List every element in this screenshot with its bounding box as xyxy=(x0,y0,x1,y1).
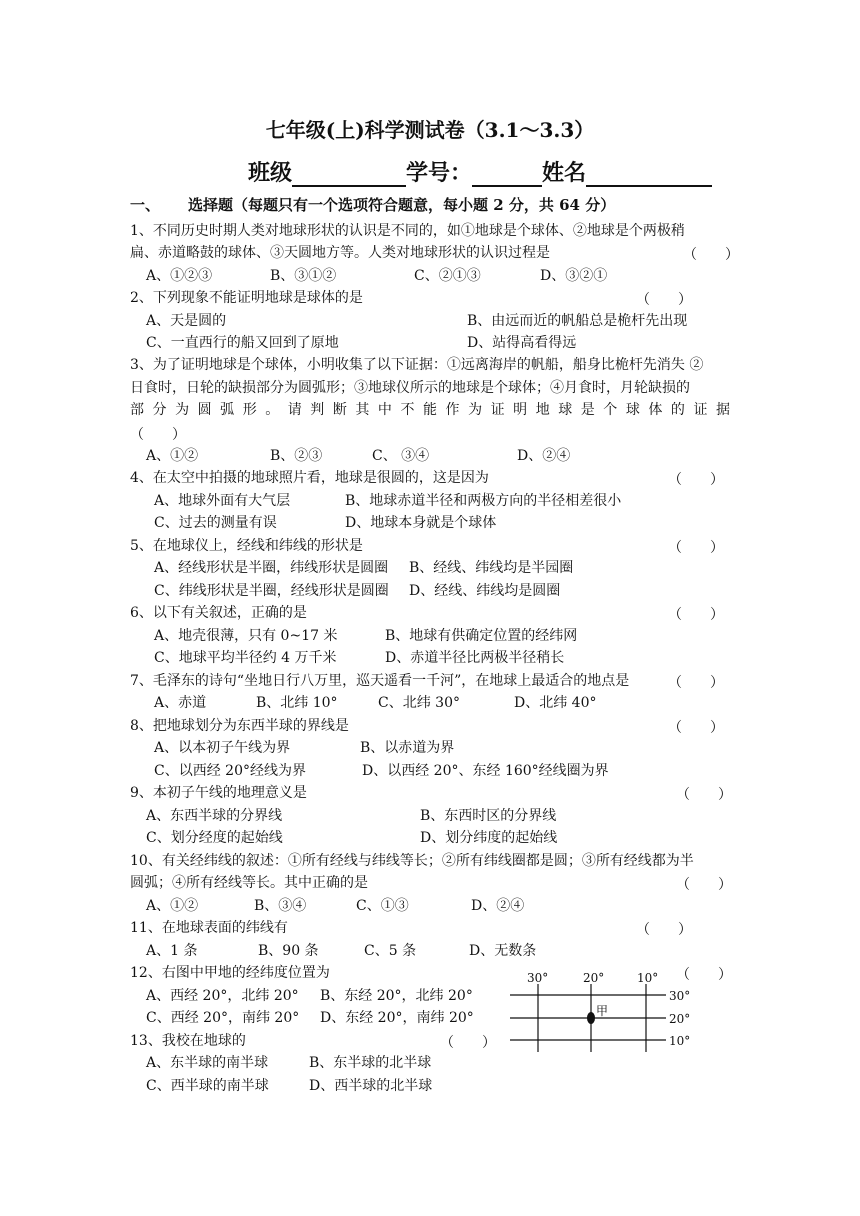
q12-answer-paren[interactable]: （ ） xyxy=(676,967,732,983)
q11-answer-paren[interactable]: （ ） xyxy=(636,922,692,938)
q3-option-c: C、 ③④ xyxy=(372,448,430,464)
q12-option-d: D、东经 20°，南纬 20° xyxy=(320,1010,474,1026)
number-blank[interactable] xyxy=(472,161,542,187)
q8-stem: 8、把地球划分为东西半球的界线是 xyxy=(130,718,349,734)
q4-option-a: A、地球外面有大气层 xyxy=(154,493,291,509)
q12-option-b: B、东经 20°，北纬 20° xyxy=(320,988,473,1004)
q13-stem: 13、我校在地球的 xyxy=(130,1033,246,1049)
q5-option-b: B、经线、纬线均是半园圈 xyxy=(409,560,574,576)
q12-option-c: C、西经 20°，南纬 20° xyxy=(146,1010,300,1026)
q6-option-d: D、赤道半径比两极半径稍长 xyxy=(385,650,565,666)
q8-answer-paren[interactable]: （ ） xyxy=(668,720,724,736)
q4-option-d: D、地球本身就是个球体 xyxy=(345,515,497,531)
q13-option-a: A、东半球的南半球 xyxy=(146,1055,269,1071)
q9-option-d: D、划分纬度的起始线 xyxy=(420,830,558,846)
q10-option-d: D、②④ xyxy=(471,898,525,914)
q13-option-b: B、东半球的北半球 xyxy=(309,1055,432,1071)
q9-option-a: A、东西半球的分界线 xyxy=(146,808,283,824)
q2-option-c: C、一直西行的船又回到了原地 xyxy=(146,335,339,351)
lat-lon-grid-figure xyxy=(500,964,700,1056)
q9-stem: 9、本初子午线的地理意义是 xyxy=(130,785,307,801)
q1-option-c: C、②①③ xyxy=(414,268,481,284)
name-blank[interactable] xyxy=(586,161,712,187)
page-title: 七年级(上)科学测试卷（3.1～3.3） xyxy=(265,118,595,142)
student-info-line xyxy=(248,156,712,187)
q11-option-b: B、90 条 xyxy=(258,943,319,959)
q7-answer-paren[interactable]: （ ） xyxy=(668,675,724,691)
q10-line1: 10、有关经纬线的叙述：①所有经线与纬线等长；②所有纬线圈都是圆；③所有经线都为半 xyxy=(130,853,694,869)
q7-option-a: A、赤道 xyxy=(154,695,207,711)
q5-option-d: D、经线、纬线均是圆圈 xyxy=(409,583,561,599)
q2-answer-paren[interactable]: （ ） xyxy=(636,292,692,308)
number-label: 学号： xyxy=(406,160,473,186)
lon-label-10: 10° xyxy=(637,971,659,985)
q10-option-b: B、③④ xyxy=(254,898,307,914)
q9-answer-paren[interactable]: （ ） xyxy=(676,787,732,803)
q5-stem: 5、在地球仪上，经线和纬线的形状是 xyxy=(130,538,363,554)
lon-label-20: 20° xyxy=(583,971,605,985)
name-label: 姓名 xyxy=(542,160,587,186)
q10-option-c: C、①③ xyxy=(356,898,409,914)
q13-option-d: D、西半球的北半球 xyxy=(309,1078,433,1094)
q3-line2: 日食时，日轮的缺损部分为圆弧形；③地球仪所示的地球是个球体；④月食时，月轮缺损的 xyxy=(130,380,690,396)
q9-option-b: B、东西时区的分界线 xyxy=(420,808,557,824)
q8-option-b: B、以赤道为界 xyxy=(360,740,455,756)
q3-option-a: A、①② xyxy=(146,448,199,464)
q1-answer-paren[interactable]: （ ） xyxy=(683,247,739,263)
q6-option-c: C、地球平均半径约 4 万千米 xyxy=(154,650,337,666)
class-blank[interactable] xyxy=(292,161,406,187)
q5-answer-paren[interactable]: （ ） xyxy=(668,540,724,556)
q1-line1: 1、不同历史时期人类对地球形状的认识是不同的，如①地球是个球体、②地球是个两极稍 xyxy=(130,223,685,239)
q4-option-b: B、地球赤道半径和两极方向的半径相差很小 xyxy=(345,493,622,509)
q6-option-a: A、地壳很薄，只有 0~17 米 xyxy=(154,628,338,644)
q2-option-a: A、天是圆的 xyxy=(146,313,227,329)
q11-stem: 11、在地球表面的纬线有 xyxy=(130,920,288,936)
q5-option-c: C、纬线形状是半圈，经线形状是圆圈 xyxy=(154,583,389,599)
q3-line1: 3、为了证明地球是个球体，小明收集了以下证据：①远离海岸的帆船，船身比桅杆先消失 ② xyxy=(130,357,704,373)
q3-answer-paren[interactable]: （ ） xyxy=(130,427,186,443)
class-label: 班级 xyxy=(248,160,293,186)
q7-option-d: D、北纬 40° xyxy=(514,695,597,711)
q1-option-d: D、③②① xyxy=(540,268,608,284)
q6-option-b: B、地球有供确定位置的经纬网 xyxy=(385,628,578,644)
q13-answer-paren[interactable]: （ ） xyxy=(440,1035,496,1051)
q3-option-b: B、②③ xyxy=(270,448,323,464)
section-number: 一、 xyxy=(130,196,161,214)
q2-option-b: B、由远而近的帆船总是桅杆先出现 xyxy=(467,313,688,329)
q1-option-b: B、③①② xyxy=(270,268,337,284)
q2-stem: 2、下列现象不能证明地球是球体的是 xyxy=(130,290,363,306)
q7-option-b: B、北纬 10° xyxy=(256,695,338,711)
q7-option-c: C、北纬 30° xyxy=(378,695,460,711)
lat-label-30: 30° xyxy=(669,989,691,1003)
point-jia-marker xyxy=(587,1012,595,1024)
q4-option-c: C、过去的测量有误 xyxy=(154,515,277,531)
q1-option-a: A、①②③ xyxy=(146,268,213,284)
q8-option-d: D、以西经 20°、东经 160°经线圈为界 xyxy=(362,763,609,779)
q8-option-c: C、以西经 20°经线为界 xyxy=(154,763,306,779)
q9-option-c: C、划分经度的起始线 xyxy=(146,830,283,846)
q12-stem: 12、右图中甲地的经纬度位置为 xyxy=(130,965,330,981)
q12-option-a: A、西经 20°，北纬 20° xyxy=(146,988,299,1004)
q13-option-c: C、西半球的南半球 xyxy=(146,1078,269,1094)
q3-option-d: D、②④ xyxy=(517,448,571,464)
q11-option-d: D、无数条 xyxy=(469,943,537,959)
q5-option-a: A、经线形状是半圈，纬线形状是圆圈 xyxy=(154,560,389,576)
lat-label-20: 20° xyxy=(669,1012,691,1026)
q8-option-a: A、以本初子午线为界 xyxy=(154,740,291,756)
q10-answer-paren[interactable]: （ ） xyxy=(676,877,732,893)
q10-option-a: A、①② xyxy=(146,898,199,914)
q10-line2: 圆弧；④所有经线等长。其中正确的是 xyxy=(130,875,368,891)
point-jia-label: 甲 xyxy=(596,1004,609,1018)
section-heading: 选择题（每题只有一个选项符合题意，每小题 2 分，共 64 分） xyxy=(188,196,616,214)
q6-answer-paren[interactable]: （ ） xyxy=(668,607,724,623)
q1-line2: 扁、赤道略鼓的球体、③天圆地方等。人类对地球形状的认识过程是 xyxy=(130,245,550,261)
q6-stem: 6、以下有关叙述，正确的是 xyxy=(130,605,307,621)
q4-stem: 4、在太空中拍摄的地球照片看，地球是很圆的，这是因为 xyxy=(130,470,489,486)
q3-line3: 部分为圆弧形。请判断其中不能作为证明地球是个球体的证据 xyxy=(130,402,730,418)
lon-label-30: 30° xyxy=(527,971,549,985)
q2-option-d: D、站得高看得远 xyxy=(467,335,577,351)
lat-label-10: 10° xyxy=(669,1034,691,1048)
q7-stem: 7、毛泽东的诗句“坐地日行八万里，巡天遥看一千河”，在地球上最适合的地点是 xyxy=(130,673,630,689)
q11-option-a: A、1 条 xyxy=(146,943,198,959)
q11-option-c: C、5 条 xyxy=(364,943,417,959)
q4-answer-paren[interactable]: （ ） xyxy=(668,472,724,488)
